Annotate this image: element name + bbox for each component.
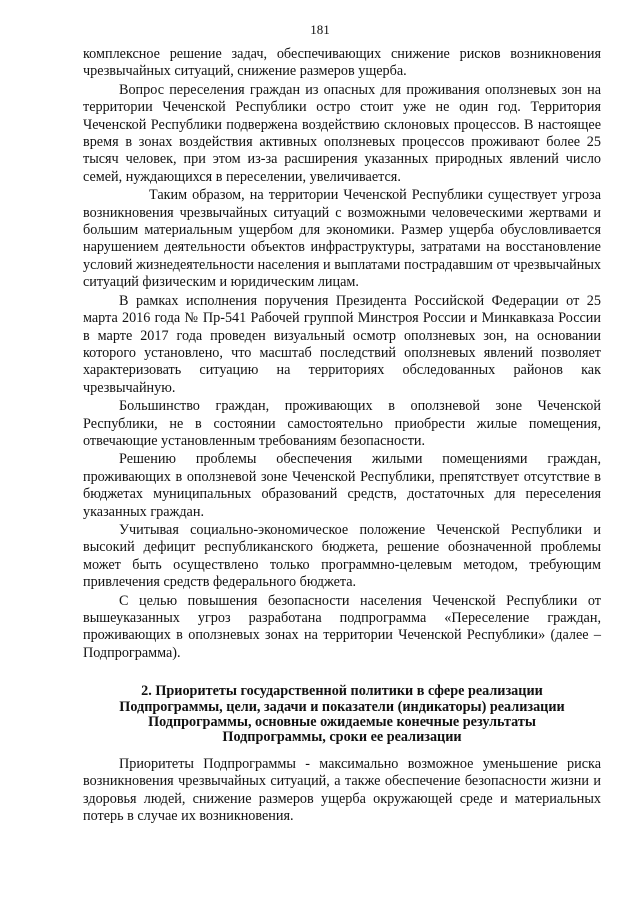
section-heading (83, 684, 601, 746)
paragraph-3: Таким образом, на территории Чеченской Республики существует угроза возникновения чрезвычайных ситуаций с возможными человеческими жертвами и большим материальным ущербом для экономики. Размер ущерба обусловливается нарушением деятельности объектов инфраструктуры, затратами на восстановление условий жизнедеятельности населения и выплатами пострадавшим от чрезвычайных ситуаций физическим и юридическим лицам. (83, 187, 601, 291)
paragraph-1: комплексное решение задач, обеспечивающих снижение рисков возникновения чрезвычайных ситуаций, снижение размеров ущерба. (83, 46, 601, 80)
heading-line-1: 2. Приоритеты государственной политики в сфере реализации (141, 683, 543, 700)
paragraph-2: Вопрос переселения граждан из опасных для проживания оползневых зон на территории Чеченской Республики остро стоит уже не один год. Территория Чеченской Республики подвержена воздействию склоновых процессов. В настоящее время в зонах воздействия активных оползневых процессов проживают более 25 тысяч человек, при этом из-за расширения указанных природных явлений число семей, нуждающихся в переселении, увеличивается. (83, 81, 601, 185)
paragraph-4: В рамках исполнения поручения Президента Российской Федерации от 25 марта 2016 года № Пр-541 Рабочей группой Минстроя России и Минкавказа России в марте 2017 года проведен визуальный осмотр оползневых зон, на основании которого установлено, что масштаб последствий оползневых явлений позволяет характеризовать ситуацию на территориях обследованных районов как чрезвычайную. (83, 292, 601, 396)
paragraph-5: Большинство граждан, проживающих в оползневой зоне Чеченской Республики, не в состоянии самостоятельно приобрести жилые помещения, отвечающие установленным требованиям безопасности. (83, 398, 601, 449)
paragraph-priorities: Приоритеты Подпрограммы - максимально возможное уменьшение риска возникновения чрезвычайных ситуаций, а также обеспечение безопасности жизни и здоровья людей, снижение размеров ущерба окружающей среде и материальных потерь в случае их возникновения. (83, 755, 601, 825)
paragraph-6: Решению проблемы обеспечения жилыми помещениями граждан, проживающих в оползневой зоне Чеченской Республики, препятствует отсутствие в бюджетах муниципальных образований средств, достаточных для переселения указанных граждан. (83, 451, 601, 520)
paragraph-7: Учитывая социально-экономическое положение Чеченской Республики и высокий дефицит республиканского бюджета, решение обозначенной проблемы может быть осуществлено только программно-целевым методом, требующим привлечения средств федерального бюджета. (83, 521, 601, 591)
document-body (83, 46, 601, 826)
heading-line-4: Подпрограммы, сроки ее реализации (222, 729, 462, 746)
heading-line-3: Подпрограммы, основные ожидаемые конечные результаты (148, 714, 536, 731)
paragraph-8: С целью повышения безопасности населения Чеченской Республики от вышеуказанных угроз разработана подпрограмма «Переселение граждан, проживающих в оползневых зонах на территории Чеченской Республики» (далее – Подпрограмма). (83, 592, 601, 661)
heading-line-2: Подпрограммы, цели, задачи и показатели (индикаторы) реализации (119, 698, 565, 715)
page-number: 181 (310, 22, 330, 37)
